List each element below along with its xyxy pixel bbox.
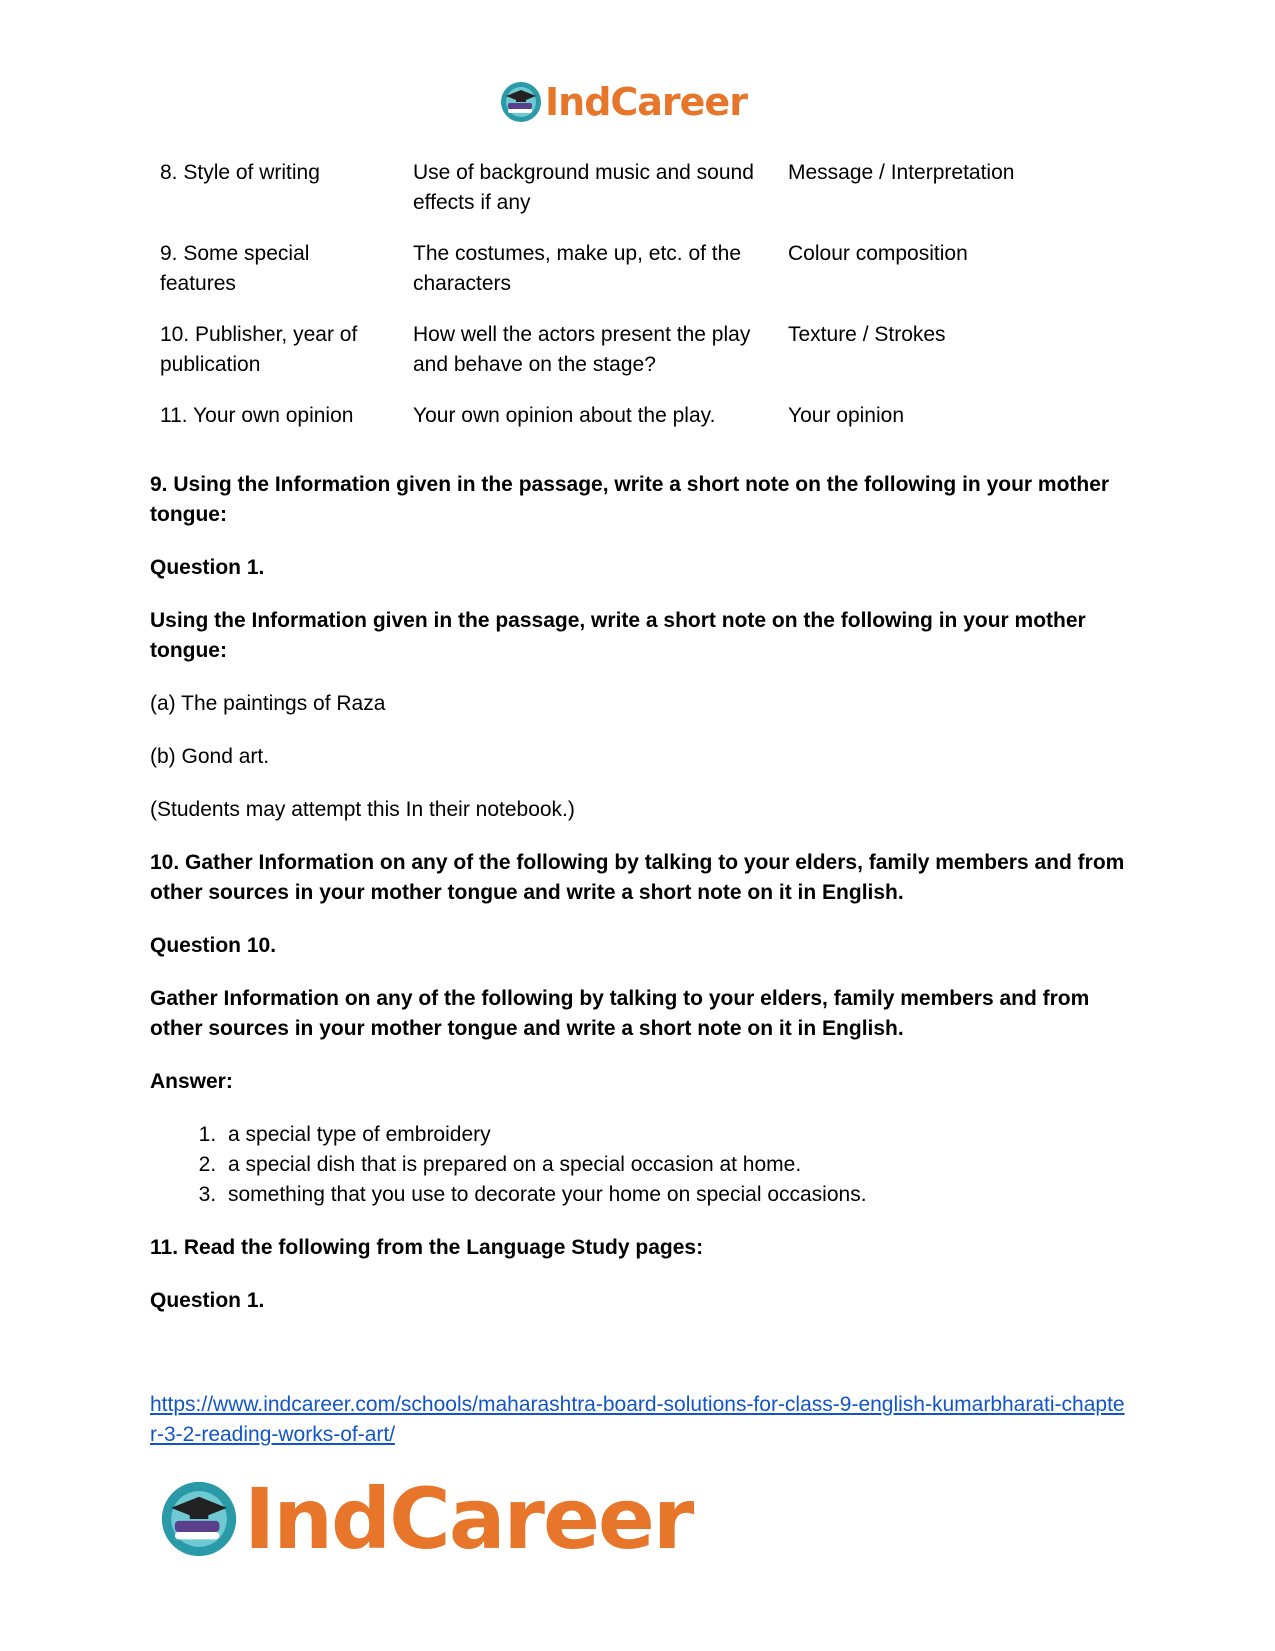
indcareer-logo-header: [500, 80, 747, 124]
table-cell: The costumes, make up, etc. of the characters: [413, 242, 741, 295]
q9-item-a: (a) The paintings of Raza: [150, 692, 386, 715]
table-row: [148, 239, 1050, 320]
table-cell: Colour composition: [788, 242, 968, 265]
table-cell: Message / Interpretation: [788, 161, 1015, 184]
source-url-link[interactable]: https://www.indcareer.com/schools/maharashtra-board-solutions-for-class-9-english-kumarbharati-chapter-3-2-reading-works-of-art/: [150, 1393, 1125, 1446]
q11-heading: 11. Read the following from the Language Study pages:: [150, 1236, 704, 1259]
list-item: 2. a special dish that is prepared on a special occasion at home.: [222, 1150, 1130, 1180]
q9-prompt: Using the Information given in the passage, write a short note on the following in your mother tongue:: [150, 609, 1086, 662]
list-item: 1. a special type of embroidery: [222, 1120, 1130, 1150]
table-cell: 9. Some special features: [160, 242, 310, 295]
graduation-book-icon: [500, 81, 542, 123]
indcareer-logo-footer: [160, 1470, 692, 1568]
comparison-table: [148, 158, 1050, 452]
logo-wordmark: IndCareer: [545, 80, 747, 124]
q10-prompt: Gather Information on any of the following by talking to your elders, family members and from other sources in your mother tongue and write a short note on it in English.: [150, 987, 1090, 1040]
table-cell: Your opinion: [788, 404, 904, 427]
q9-heading: 9. Using the Information given in the passage, write a short note on the following in your mother tongue:: [150, 473, 1110, 526]
list-item: 3. something that you use to decorate your home on special occasions.: [222, 1180, 1130, 1210]
answer-label: Answer:: [150, 1070, 233, 1093]
table-row: [148, 320, 1050, 401]
table-row: [148, 158, 1050, 239]
document-body: [150, 470, 1130, 1339]
table-cell: Your own opinion about the play.: [413, 404, 716, 427]
table-cell: Use of background music and sound effects if any: [413, 161, 754, 214]
table-cell: 10. Publisher, year of publication: [160, 323, 358, 376]
graduation-book-icon: [160, 1480, 238, 1558]
table-cell: How well the actors present the play and behave on the stage?: [413, 323, 751, 376]
q9-question-label: Question 1.: [150, 556, 265, 579]
table-cell: 8. Style of writing: [160, 161, 320, 184]
q11-question-label: Question 1.: [150, 1289, 265, 1312]
table-cell: 11. Your own opinion: [160, 404, 354, 427]
q9-answer: (Students may attempt this In their notebook.): [150, 798, 575, 821]
q9-item-b: (b) Gond art.: [150, 745, 270, 768]
table-cell: Texture / Strokes: [788, 323, 946, 346]
logo-wordmark: IndCareer: [244, 1470, 693, 1568]
q10-question-label: Question 10.: [150, 934, 277, 957]
q10-heading: 10. Gather Information on any of the following by talking to your elders, family members and from other sources in your mother tongue and write a short note on it in English.: [150, 851, 1125, 904]
table-row: [148, 401, 1050, 452]
answer-list: [150, 1120, 1130, 1210]
